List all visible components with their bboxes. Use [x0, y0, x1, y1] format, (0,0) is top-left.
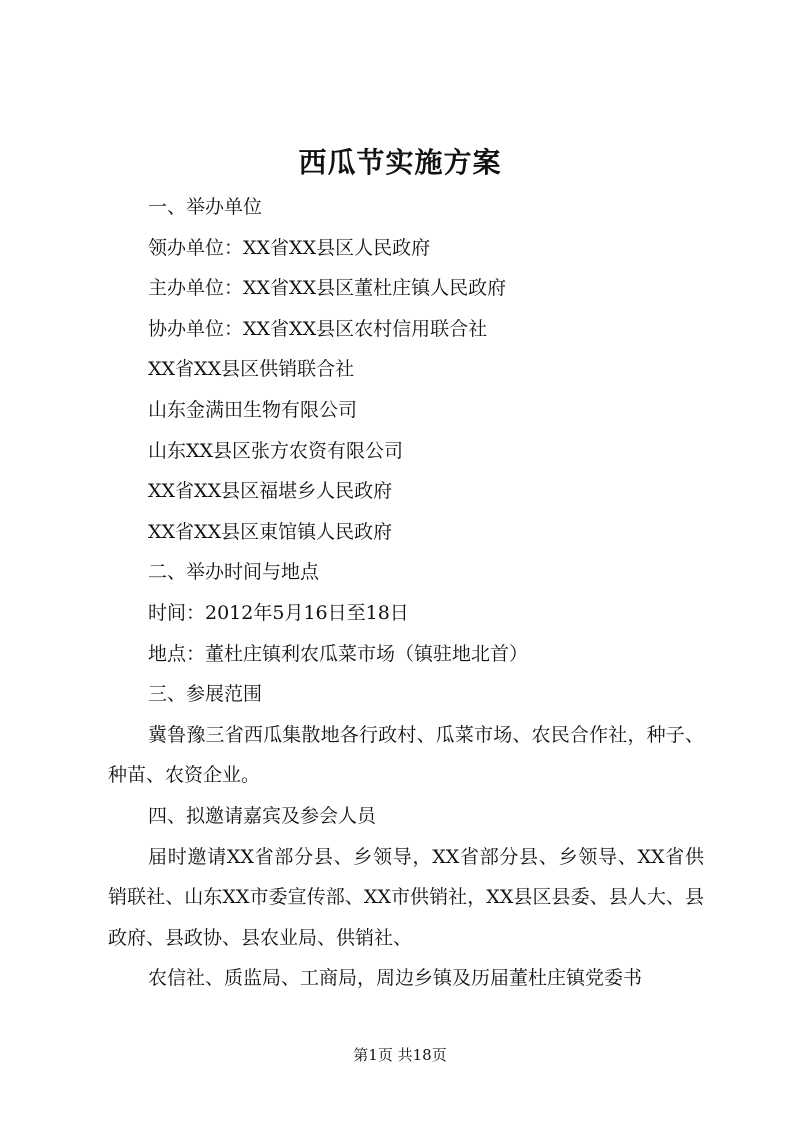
document-title: 西瓜节实施方案 [298, 146, 502, 179]
text-line-co-organizer: 协办单位：XX省XX县区农村信用联合社 [148, 317, 488, 340]
text-line-co-organizer-4: 山东XX县区张方农资有限公司 [148, 439, 404, 462]
text-line-co-organizer-5: XX省XX县区福堪乡人民政府 [148, 480, 393, 503]
text-line-lead-organizer: 领办单位：XX省XX县区人民政府 [148, 236, 431, 259]
text-line-place: 地点：董杜庄镇利农瓜菜市场（镇驻地北首） [148, 642, 529, 665]
section-heading-guests: 四、拟邀请嘉宾及参会人员 [148, 804, 377, 827]
text-line-co-organizer-2: XX省XX县区供销联合社 [148, 358, 355, 381]
text-line-co-organizer-3: 山东金满田生物有限公司 [148, 398, 358, 421]
paragraph-guests-continued: 农信社、质监局、工商局，周边乡镇及历届董杜庄镇党委书 [148, 967, 643, 990]
text-line-host-organizer: 主办单位：XX省XX县区董杜庄镇人民政府 [148, 277, 507, 300]
section-heading-organizers: 一、举办单位 [148, 196, 263, 218]
text-line-co-organizer-6: XX省XX县区東馆镇人民政府 [148, 520, 393, 543]
text-line-time: 时间：2012年5月16日至18日 [148, 601, 409, 624]
document-body [108, 187, 704, 999]
section-heading-scope: 三、参展范围 [148, 683, 263, 706]
paragraph-guests: 届时邀请XX省部分县、乡领导，XX省部分县、乡领导、XX省供销联社、山东XX市委宣传部、XX市供销社，XX县区县委、县人大、县政府、县政协、县农业局、供销社、 [108, 845, 704, 949]
section-heading-time-place: 二、举办时间与地点 [148, 561, 320, 584]
paragraph-scope: 冀鲁豫三省西瓜集散地各行政村、瓜菜市场、农民合作社，种子、种苗、农资企业。 [108, 723, 704, 787]
page-number-footer: 第1页 共18页 [353, 1046, 447, 1064]
